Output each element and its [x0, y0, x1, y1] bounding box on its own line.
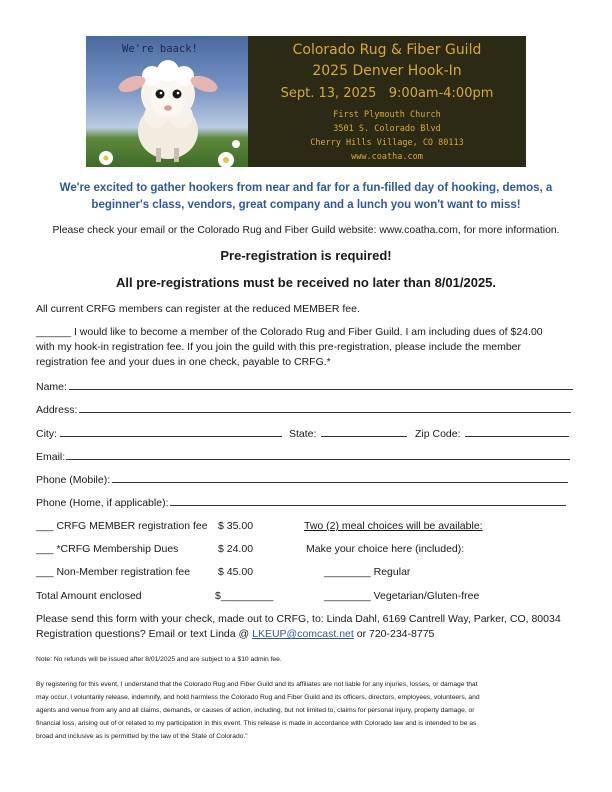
- zip-line[interactable]: [465, 427, 569, 437]
- fee-label: Non-Member registration fee: [56, 566, 191, 578]
- fee-row-dues[interactable]: [36, 543, 178, 555]
- website-note: Please check your email or the Colorado Rug and Fiber Guild website: www.coatha.com, for more information.: [52, 225, 560, 236]
- fee-row-nonmember[interactable]: [36, 566, 190, 578]
- total-label: Total Amount enclosed: [36, 590, 142, 602]
- meal-regular[interactable]: ________ Regular: [324, 566, 411, 578]
- contact-email-link[interactable]: LKEUP@comcast.net: [252, 628, 354, 640]
- city-field[interactable]: [36, 427, 282, 440]
- name-label: Name:: [36, 381, 67, 393]
- fee-amount: $ 45.00: [218, 566, 254, 578]
- membership-line-3: registration fee and your dues in one check, payable to CRFG.*: [36, 356, 331, 368]
- zip-label: Zip Code:: [415, 428, 461, 440]
- zip-field[interactable]: [415, 427, 569, 440]
- intro-line-1: We're excited to gather hookers from near and far for a fun-filled day of hooking, demos, a: [59, 182, 553, 194]
- send-line-2: [36, 628, 434, 640]
- waiver-line-2: may occur. I voluntarily release, indemnify, and hold harmless the Colorado Rug and Fiber Guild and its officers, directors, employees, volunteers, and: [36, 694, 480, 701]
- prereg-deadline: All pre-registrations must be received no later than 8/01/2025.: [115, 275, 497, 290]
- name-field[interactable]: [36, 380, 573, 393]
- waiver-line-5: broad and inclusive as is permitted by the law of the State of Colorado.": [36, 733, 248, 740]
- fee-blank[interactable]: ___: [36, 520, 54, 532]
- prereg-required: Pre-registration is required!: [220, 248, 392, 263]
- state-label: State:: [289, 428, 317, 440]
- phone-home-label: Phone (Home, if applicable):: [36, 497, 169, 509]
- send-suffix: or 720-234-8775: [353, 628, 435, 640]
- send-prefix: Registration questions? Email or text Linda @: [36, 628, 253, 640]
- waiver-line-1: By registering for this event, I understand that the Colorado Rug and Fiber Guild and its affiliates are not liable for any injuries, losses, or damage that: [36, 681, 478, 688]
- state-line[interactable]: [321, 427, 407, 437]
- banner-date: Sept. 13, 2025: [280, 86, 377, 101]
- phone-home-field[interactable]: [36, 496, 566, 509]
- fee-label: *CRFG Membership Dues: [56, 543, 179, 555]
- intro-line-2: beginner's class, vendors, great company and a lunch you won't want to miss!: [91, 199, 521, 211]
- phone-mobile-label: Phone (Mobile):: [36, 474, 111, 486]
- name-line[interactable]: [69, 380, 573, 390]
- membership-line-2: with my hook-in registration fee. If you join the guild with this pre-registration, please include the member: [36, 341, 521, 353]
- email-label: Email:: [36, 451, 66, 463]
- meal-vegetarian[interactable]: ________ Vegetarian/Gluten-free: [324, 590, 480, 602]
- phone-home-line[interactable]: [170, 496, 566, 506]
- send-line-1: Please send this form with your check, made out to CRFG, to: Linda Dahl, 6169 Cantrell Way, Parker, CO, 80034: [36, 613, 561, 625]
- refund-note: Note: No refunds will be issued after 8/01/2025 and are subject to a $10 admin fee.: [36, 656, 282, 663]
- address-label: Address:: [36, 404, 78, 416]
- sheep-illustration: [86, 36, 248, 167]
- banner-location: First Plymouth Church: [333, 110, 441, 120]
- fee-blank[interactable]: ___: [36, 566, 54, 578]
- sheep-icon: [86, 36, 248, 167]
- waiver-line-3: agents and venue from any and all claims, demands, or causes of action, including, but not limited to, claims for personal injury, property damage, or: [36, 707, 475, 714]
- total-amount[interactable]: $_________: [215, 590, 274, 602]
- fee-amount: $ 24.00: [218, 543, 254, 555]
- meal-heading: Two (2) meal choices will be available:: [304, 520, 483, 532]
- state-field[interactable]: [289, 427, 407, 440]
- banner-title: Colorado Rug & Fiber Guild: [292, 42, 482, 58]
- membership-line-1: ______ I would like to become a member of the Colorado Rug and Fiber Guild. I am including dues of $24.00: [36, 326, 543, 338]
- fee-amount: $ 35.00: [218, 520, 254, 532]
- banner-datetime: [248, 86, 526, 101]
- email-field[interactable]: [36, 450, 570, 463]
- sheep-caption: We're baack!: [122, 43, 198, 55]
- phone-mobile-line[interactable]: [112, 473, 568, 483]
- city-label: City:: [36, 428, 57, 440]
- banner-info: [248, 36, 526, 167]
- email-line[interactable]: [66, 450, 570, 460]
- address-field[interactable]: [36, 403, 571, 416]
- banner-website: www.coatha.com: [351, 152, 423, 162]
- waiver-line-4: financial loss, arising out of or related to my participation in this event. This release is made in accordance with Colorado law and is intended to be as: [36, 720, 477, 727]
- fee-label: CRFG MEMBER registration fee: [56, 520, 208, 532]
- banner-event: 2025 Denver Hook-In: [312, 63, 462, 79]
- banner-address: 3501 S. Colorado Blvd: [333, 124, 441, 134]
- member-fee-note: All current CRFG members can register at the reduced MEMBER fee.: [36, 303, 360, 315]
- city-line[interactable]: [60, 427, 282, 437]
- fee-blank[interactable]: ___: [36, 543, 54, 555]
- event-banner: [86, 36, 526, 167]
- banner-time: 9:00am-4:00pm: [388, 86, 494, 101]
- phone-mobile-field[interactable]: [36, 473, 568, 486]
- banner-city: Cherry Hills Village, CO 80113: [310, 138, 464, 148]
- fee-row-member[interactable]: [36, 520, 208, 532]
- address-line[interactable]: [79, 403, 571, 413]
- meal-instruction: Make your choice here (included):: [306, 543, 465, 555]
